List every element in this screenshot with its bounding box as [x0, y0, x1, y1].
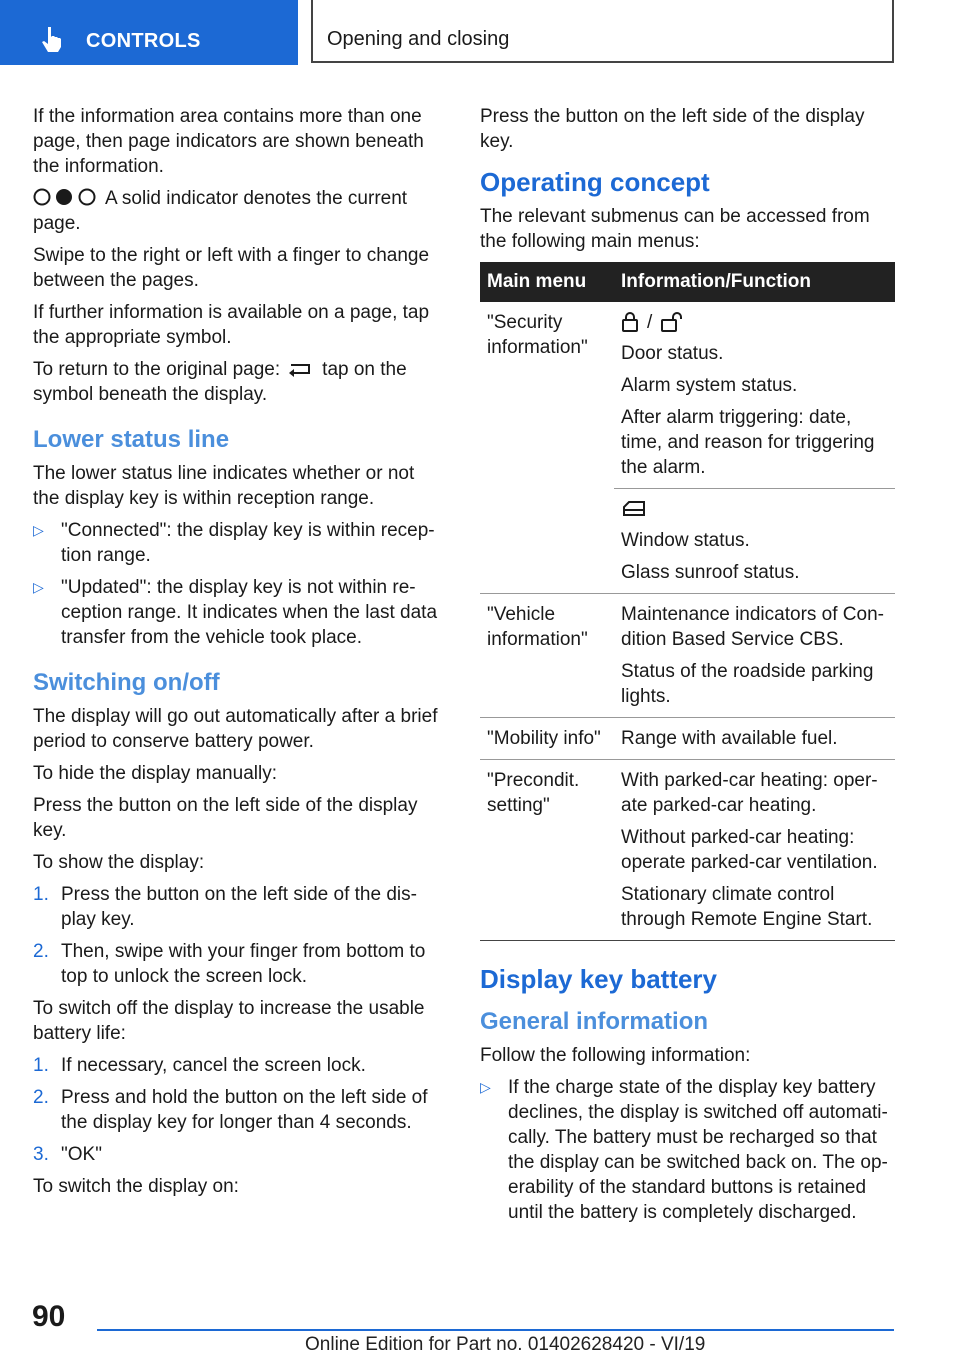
paragraph: To hide the display manually: — [33, 763, 277, 784]
left-column — [33, 104, 439, 1206]
paragraph: Swipe to the right or left with a finger to change between the pages. — [33, 245, 430, 291]
list-item: ▷ "Connected": the display key is within recep-tion range. — [33, 520, 435, 566]
back-arrow-icon — [288, 361, 314, 379]
cell-precondit: "Precondit. setting" — [480, 760, 614, 941]
table-row — [480, 302, 895, 489]
page-number: 90 — [32, 1300, 66, 1333]
lock-separator: / — [647, 311, 653, 333]
table-header-main-menu: Main menu — [480, 262, 614, 302]
paragraph: Follow the following information: — [480, 1045, 751, 1066]
paragraph — [33, 357, 439, 407]
heading-lower-status-line: Lower status line — [33, 426, 230, 453]
page-indicator-dots-icon — [33, 187, 97, 207]
edition-note: Online Edition for Part no. 01402628420 - VI/19 — [305, 1334, 706, 1355]
cell-precondit-info: With parked-car heating: oper-ate parked-car heating. Without parked-car heating: operate parked-car ventilation. Stationary climate control through Remote Engine Start. — [614, 760, 895, 941]
return-text-a: To return to the original page: — [33, 359, 281, 380]
paragraph: If further information is available on a page, tap the appropriate symbol. — [33, 302, 430, 348]
indicator-text: A solid indicator denotes the current page. — [33, 188, 408, 234]
status-bullet-list — [33, 518, 439, 650]
cell-vehicle: "Vehicle information" — [480, 594, 614, 718]
table-row — [480, 718, 895, 760]
list-item: 3. "OK" — [33, 1144, 102, 1165]
paragraph: To switch the display on: — [33, 1176, 239, 1197]
hand-pointer-icon — [40, 26, 64, 52]
show-steps-list — [33, 882, 439, 989]
list-item: 1. Press the button on the left side of the dis-play key. — [33, 884, 417, 930]
paragraph: To switch off the display to increase the usable battery life: — [33, 998, 425, 1044]
footer-divider — [97, 1329, 894, 1331]
heading-switching: Switching on/off — [33, 669, 220, 696]
table-row — [480, 594, 895, 718]
triangle-bullet-icon: ▷ — [480, 1079, 491, 1095]
right-column — [480, 104, 895, 1232]
cell-security: "Security information" — [487, 312, 588, 358]
cell-security-info: / Door status. Alarm system status. After alarm triggering: date, time, and reason for triggering the alarm. — [621, 311, 875, 478]
paragraph: The lower status line indicates whether or not the display key is within reception range. — [33, 463, 415, 509]
list-item: 2. Press and hold the button on the left side of the display key for longer than 4 seconds. — [33, 1087, 428, 1133]
cell-mobility: "Mobility info" — [480, 718, 614, 760]
paragraph: To show the display: — [33, 852, 205, 873]
heading-display-key-battery: Display key battery — [480, 964, 718, 994]
section-label: CONTROLS — [86, 30, 201, 52]
chapter-title: Opening and closing — [327, 28, 510, 50]
list-item: ▷ If the charge state of the display key battery declines, the display is switched off automati-cally. The battery must be recharged so that the display can be switched back on. The op-erability of the standard buttons is retained until the battery is completely discharged. — [480, 1077, 888, 1223]
triangle-bullet-icon: ▷ — [33, 579, 44, 595]
paragraph: If the information area contains more than one page, then page indicators are shown beneath the information. — [33, 106, 424, 177]
triangle-bullet-icon: ▷ — [33, 522, 44, 538]
list-item: 2. Then, swipe with your finger from bottom to top to unlock the screen lock. — [33, 941, 426, 987]
heading-operating-concept: Operating concept — [480, 167, 710, 197]
cell-mobility-info: Range with available fuel. — [614, 718, 895, 760]
off-steps-list — [33, 1053, 439, 1167]
section-tab[interactable] — [0, 0, 298, 65]
paragraph — [33, 186, 439, 236]
window-icon — [621, 500, 647, 518]
cell-vehicle-info: Maintenance indicators of Con-dition Based Service CBS. Status of the roadside parking lights. — [614, 594, 895, 718]
lock-closed-icon — [621, 312, 639, 332]
list-item: 1. If necessary, cancel the screen lock. — [33, 1055, 366, 1076]
paragraph: The relevant submenus can be accessed from the following main menus: — [480, 206, 870, 252]
return-text-b: tap on the symbol beneath the display. — [33, 359, 407, 405]
paragraph: Press the button on the left side of the display key. — [480, 106, 865, 152]
chapter-header — [311, 0, 894, 63]
paragraph: The display will go out automatically after a brief period to conserve battery power. — [33, 706, 438, 752]
heading-general-information: General information — [480, 1008, 709, 1035]
battery-bullet-list — [480, 1075, 895, 1225]
list-item: ▷ "Updated": the display key is not within re-ception range. It indicates when the last data transfer from the vehicle took place. — [33, 577, 438, 648]
lock-open-icon — [660, 312, 686, 332]
table-header-function: Information/Function — [614, 262, 895, 302]
menu-table — [480, 262, 895, 941]
table-row — [480, 760, 895, 941]
paragraph: Press the button on the left side of the display key. — [33, 795, 418, 841]
cell-window-info: Window status. Glass sunroof status. — [614, 489, 895, 594]
